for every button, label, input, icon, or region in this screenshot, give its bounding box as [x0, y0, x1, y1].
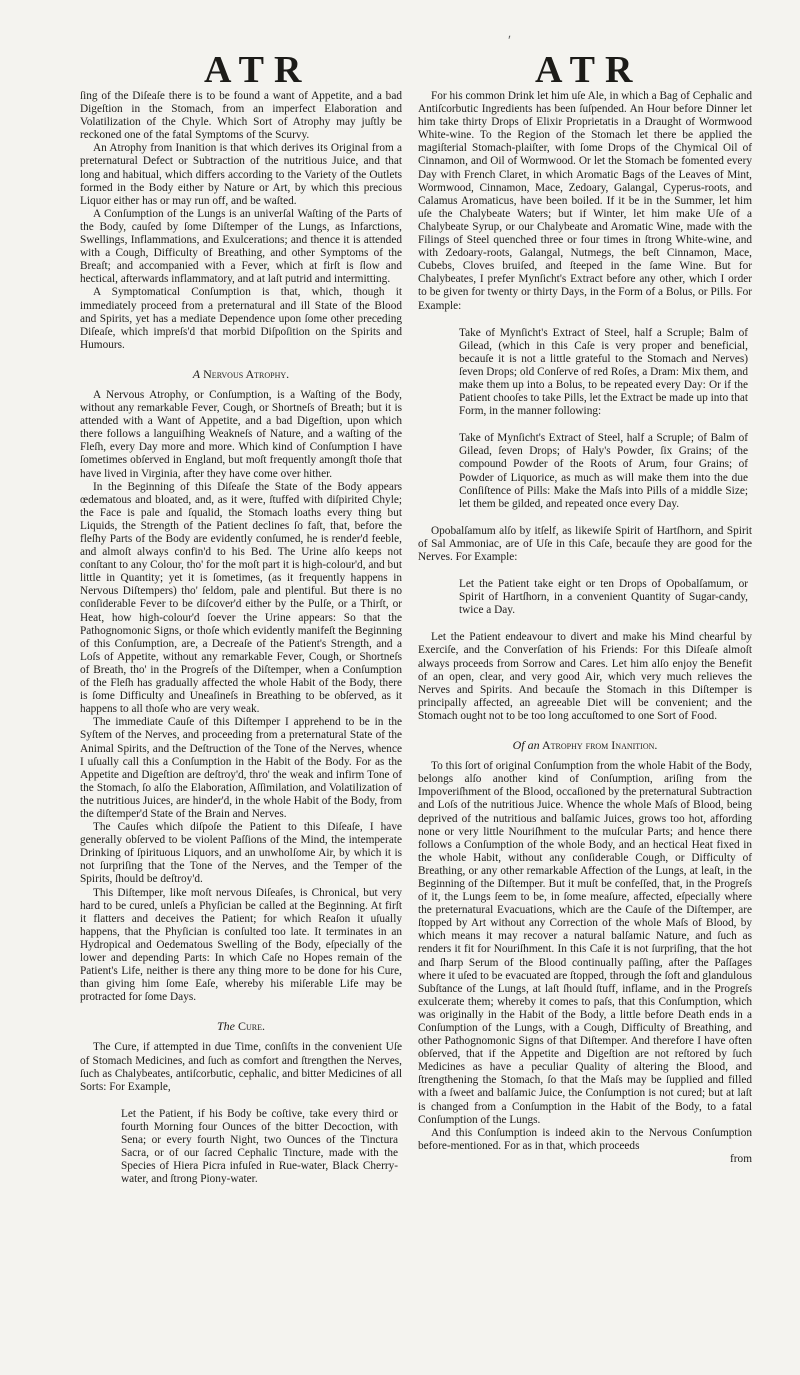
section-heading — [80, 368, 402, 381]
running-head-right: ATR — [535, 49, 643, 91]
prescription-text: Let the Patient take eight or ten Drops of Opobalſamum, or Spirit of Hartſhorn, in a convenient Quantity of Sugar-candy, twice a Day. — [459, 578, 748, 617]
section-heading — [418, 739, 752, 752]
paragraph: The Cauſes which diſpoſe the Patient to this Diſeaſe, I have generally obſerved to be violent Paſſions of the Mind, the intemperate Drinking of ſpirituous Liquors, and an unwholſome Air, by which it is not ſurpriſing that the Tone of the Nerves, and the Temper of the Spirits, ſhould be deſtroy'd. — [80, 821, 402, 886]
paragraph: ſing of the Diſeaſe there is to be found a want of Appetite, and a bad Digeſtion in the Stomach, from an imperfect Elaboration and Volatilization of the Chyle. Which Sort of Atrophy may juſtly be reckoned one of the fatal Symptoms of the Scurvy. — [80, 90, 402, 142]
section-heading-prefix: A — [192, 366, 201, 381]
paragraph: And this Conſumption is indeed akin to the Nervous Conſumption before-mentioned. For as in that, which proceeds — [418, 1126, 752, 1152]
paragraph: A Conſumption of the Lungs is an univerſal Waſting of the Parts of the Body, cauſed by ſome Diſtemper of the Lungs, as Infarctions, Swellings, Inflammations, and Exulcerations; and thence it is attended with a Cough, Difficulty of Breathing, and other Symptoms of the Breaſt; and accompanied with a Fever, which at firſt is ſlow and hectical, afterwards inflammatory, and at laſt putrid and intermitting. — [80, 207, 402, 286]
paragraph: The Cure, if attempted in due Time, conſiſts in the convenient Uſe of Stomach Medicines, and ſuch as comfort and ſtrengthen the Nerves, ſuch as Chalybeates, antiſcorbutic, cephalic, and bitter Medicines of all Sorts: For Example, — [80, 1041, 402, 1093]
prescription — [446, 327, 748, 419]
section-heading-prefix: Of an — [512, 738, 540, 753]
section-heading-prefix: The — [216, 1019, 235, 1034]
right-column — [418, 90, 752, 1166]
section-heading — [80, 1020, 402, 1033]
paragraph: Opobalſamum alſo by itſelf, as likewiſe Spirit of Hartſhorn, and Spirit of Sal Ammoniac, are of Uſe in this Caſe, becauſe they are good for the Nerves. For Example: — [418, 524, 752, 563]
paragraph: To this ſort of original Conſumption from the whole Habit of the Body, belongs alſo another kind of Conſumption, ariſing from the Impoveriſhment of the Blood, occaſioned by the preternatural Subtraction and Loſs of the nutritious Juice. Whence the whole Maſs of Blood, being deprived of the nutritious and balſamic Juices, grows too hot, affording none or very little Nouriſhment to the muſcular Parts; and hence there follows a Conſumption of the whole Body, and an hectical Heat fixed in the whole Habit, without any conſiderable Cough, or Difficulty of Breathing, or any other remarkable Affection of the Lungs, at leaſt, in the Beginning of the Diſtemper. But it muſt be confeſſed, that, in the Progreſs of it, the Lungs ſeem to be, in ſome meaſure, affected, eſpecially where the preternatural Evacuations, which are the Cauſe of the Diſtemper, are ſtopped by Art without any Correction of the whole Maſs of Blood, by which means it may recover a natural balſamic Nature, and ſuch as renders it fit for Nouriſhment. In this Caſe it is not ſurpriſing, that the hot and ſharp Serum of the Blood continually paſſing, after the Paſſages where it uſed to be evacuated are ſtopped, through the ſoft and glandulous Subſtance of the Lungs, at laſt ſhould ſtuff, inflame, and in the Progreſs exulcerate them; whereby it comes to paſs, that this Conſumption, which was originally in the Habit of the Body, a little before Death ends in a Conſumption of the Lungs, with a Cough, Difficulty of Breathing, and other Pathognomonic Signs of that Diſtemper. And therefore I have often obſerved, that if the Appetite and Digeſtion are not reſtored by ſuch Medicines as have a peculiar Quality of altering the Blood, and ſtrengthening the Stomach, ſo that the Maſs may be ſupplied and filled with a ſweet and balſamic Juice, the Conſumption is not cured; but at laſt is changed from a Conſumption in the Habit of the Body, to a fatal Conſumption of the Lungs. — [418, 760, 752, 1126]
prescription-text: Take of Mynſicht's Extract of Steel, half a Scruple; Balm of Gilead, (which in this Caſe is very proper and beneficial, becauſe it is not a little grateful to the Stomach and Nerves) ſeven Drops; old Conſerve of red Roſes, a Dram: Mix them, and make them up into a Bolus, to be repeated every Day: Or if the Patient chooſes to take Pills, let the Extract be made up into that Form, in the manner following: — [459, 326, 748, 418]
paragraph: Let the Patient endeavour to divert and make his Mind chearful by Exerciſe, and the Converſation of his Friends: For this Diſeaſe almoſt always proceeds from Sorrow and Cares. Let him alſo enjoy the Benefit of an open, clear, and very good Air, which very much relieves the Nerves and Spirits. And becauſe the Stomach in this Diſtemper is principally affected, an agreeable Diet will be convenient; and the Stomach ought not to be too long accuſtomed to one Sort of Food. — [418, 631, 752, 722]
paragraph: The immediate Cauſe of this Diſtemper I apprehend to be in the Syſtem of the Nerves, and proceeding from a preternatural State of the Animal Spirits, and the Deſtruction of the Tone of the Nerves, whence I uſually call this a Conſumption in the Habit of the Body. For as the Appetite and Digeſtion are deſtroy'd, thro' the weak and infirm Tone of the Stomach, ſo alſo the Elaboration, Aſſimilation, and Volatilization of the nutritious Juices, are hinder'd, in the whole Habit of the Body, from the diſtemper'd State of the Brain and Nerves. — [80, 716, 402, 820]
prescription — [446, 432, 748, 511]
running-head-left: ATR — [204, 49, 312, 91]
prescription-text: Let the Patient, if his Body be coſtive, take every third or fourth Morning four Ounces of the bitter Decoction, with Sena; or every fourth Night, two Ounces of the Tinctura Sacra, or of our ſacred Cephalic Tincture, made with the Species of Hiera Picra infuſed in Rue-water, Black Cherry-water, and ſtrong Piony-water. — [121, 1107, 398, 1186]
paragraph: For his common Drink let him uſe Ale, in which a Bag of Cephalic and Antiſcorbutic Ingredients has been ſuſpended. An Hour before Dinner let him take thirty Drops of Elixir Proprietatis in a Draught of Wormwood White-wine. To the Region of the Stomach let there be applied the magiſterial Stomach-plaiſter, with ſome Drops of the Chymical Oil of Cinnamon, and Oil of Wormwood. Or let the Stomach be fomented every Day with French Claret, in which Aromatic Bags of the Leaves of Mint, Wormwood, Cinnamon, Mace, Zedoary, Galangal, Cyperus-roots, and Calamus Aromaticus, have been boiled. If it be in the Summer, let him uſe the Chalybeate Waters; but if Winter, let him make Uſe of a Chalybeate Syrup, or our Chalybeate and Aromatic Wine, made with the Filings of Steel quenched three or four times in ſtrong White-wine, and with Zedoary-roots, Galangal, Nutmegs, the beſt Cinnamon, Mace, Cubebs, Cloves bruiſed, and ſteeped in the ſame Wine. But for Chalybeates, I prefer Mynſicht's Extract before any other, which I order to be given for twenty or thirty Days, in the Form of a Bolus, or Pills. For Example: — [418, 90, 752, 312]
catchword: from — [730, 1152, 752, 1165]
prescription — [446, 578, 748, 617]
left-column — [80, 90, 402, 1200]
prescription — [108, 1108, 398, 1187]
section-heading-title: Nervous Atrophy. — [200, 366, 290, 381]
paragraph: A Symptomatical Conſumption is that, which, though it immediately proceed from a preternatural and ill State of the Blood and Spirits, yet has a mediate Dependence upon ſome other preceding Diſeaſe, which impreſs'd that morbid Diſpoſition on the Spirits and Humours. — [80, 286, 402, 351]
prescription-text: Take of Mynſicht's Extract of Steel, half a Scruple; of Balm of Gilead, ſeven Drops; of Haly's Powder, ſix Grains; of the compound Powder of the Roots of Arum, four Grains; of Powder of Liquorice, as much as will make them into the due Conſiſtence of Pills: Make the Maſs into Pills of a middle Size; let them be gilded, and repeated once every Day. — [459, 432, 748, 510]
section-heading-title: Cure. — [234, 1019, 265, 1034]
paragraph: An Atrophy from Inanition is that which derives its Original from a preternatural Defect or Subtraction of the nutritious Juice, and that long and habitual, which differs according to the Variety of the Outlets formed in the Body either by Nature or Art, by which this precious Liquor either has or may run off, and be waſted. — [80, 142, 402, 207]
section-heading-title: Atrophy from Inanition. — [539, 738, 658, 753]
paragraph: This Diſtemper, like moſt nervous Diſeaſes, is Chronical, but very hard to be cured, unleſs a Phyſician be called at the Beginning. At firſt it flatters and deceives the Patient; for which Reaſon it uſually happens, that the Phyſician is conſulted too late. It terminates in an Hydropical and Oedematous Swelling of the Body, eſpecially of the lower and depending Parts: In which Caſe no Hopes remain of the Patient's Life, neither is there any thing more to be done for his Cure, than giving him ſome Eaſe, whereby his miſerable Life may be protracted for ſome Days. — [80, 886, 402, 1004]
running-heads — [0, 48, 800, 92]
paragraph: A Nervous Atrophy, or Conſumption, is a Waſting of the Body, without any remarkable Fever, Cough, or Shortneſs of Breath; but it is attended with a Want of Appetite, and a bad Digeſtion, upon which there follows a languiſhing Weakneſs of Nature, and a waſting of the Fleſh, every Day more and more. Which kind of Conſumption I have ſometimes obſerved in England, but moſt frequently amongſt thoſe that have lived in Virginia, after they have come over hither. — [80, 388, 402, 480]
binding-mark: ʹ — [508, 34, 512, 49]
paragraph: In the Beginning of this Diſeaſe the State of the Body appears œdematous and bloated, and, as it were, ſtuffed with diſpirited Chyle; the Face is pale and ſqualid, the Stomach loaths every thing but Liquids, the Strength of the Patient declines ſo faſt, that, before the fleſhy Parts of the Body are evidently conſumed, he is render'd feeble, and almoſt always confin'd to his Bed. The Urine alſo keeps not conſtant to any Colour, tho' for the moſt part it is high-colour'd, and but little in Quantity; yet it is ſometimes, (as it frequently happens in Nervous Diſtempers) tho' ſeldom, pale and plentiful. But there is no conſiderable Fever to be diſcover'd either by the Pulſe, or a Thirſt, or Heat, how high-colour'd ſoever the Urine appears: So that the Pathognomonic Signs, or thoſe which evidently manifeſt the Beginning of this Conſumption, are, a Decreaſe of the Patient's Strength, and a Loſs of Appetite, without any remarkable Fever, Cough, or Shortneſs of Breath, tho' in the Progreſs of the Diſtemper, when a Conſumption of the Fleſh has gradually affected the whole Habit of the Body, there is ſome Difficulty and Uneaſineſs in Breathing to be obſerved, as it happens to all thoſe who are very weak. — [80, 480, 402, 716]
